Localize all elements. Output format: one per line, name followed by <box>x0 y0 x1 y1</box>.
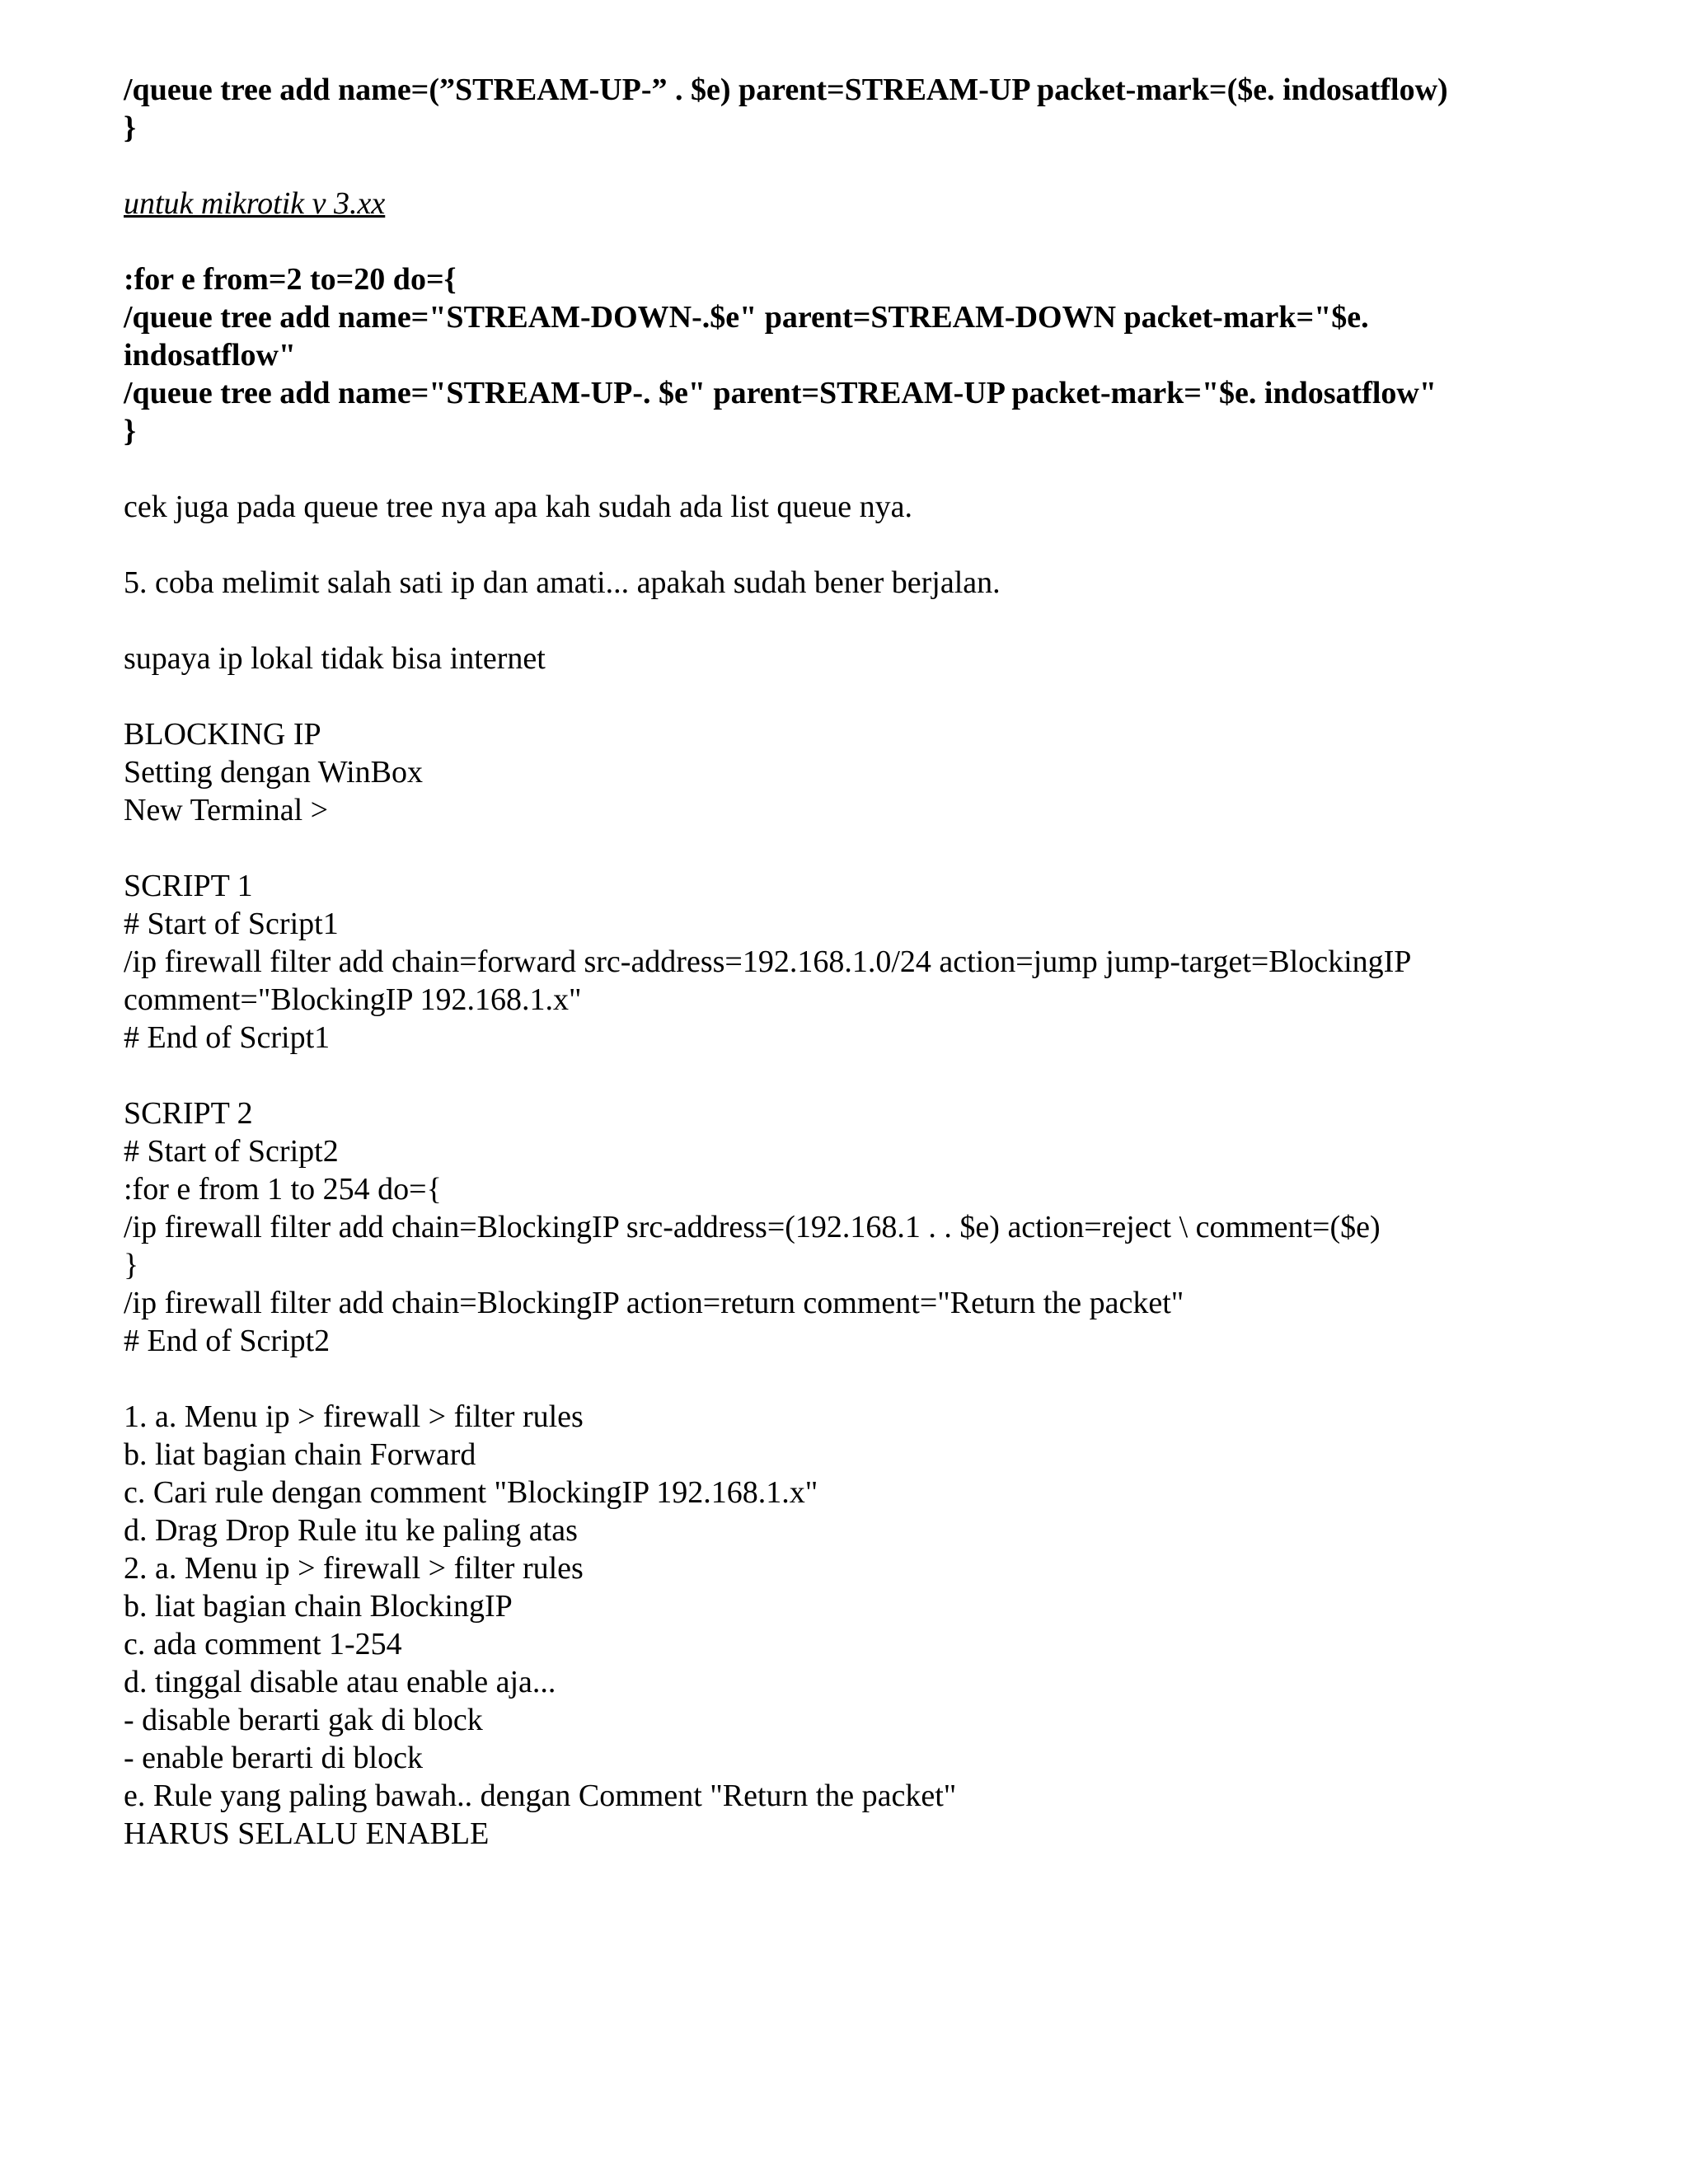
blocking-title: BLOCKING IP <box>124 717 321 752</box>
code-line: /queue tree add name=(”STREAM-UP-” . $e) parent=STREAM-UP packet-mark=($e. indosatflow) <box>124 73 1448 107</box>
list-item: e. Rule yang paling bawah.. dengan Comment "Return the packet" <box>124 1779 957 1813</box>
list-item: d. tinggal disable atau enable aja... <box>124 1665 556 1699</box>
blocking-ip-section <box>124 715 1574 829</box>
script2-title: SCRIPT 2 <box>124 1096 253 1131</box>
list-item: - disable berarti gak di block <box>124 1703 483 1737</box>
list-item: d. Drag Drop Rule itu ke paling atas <box>124 1513 578 1548</box>
code-line: # Start of Script2 <box>124 1134 339 1169</box>
code-line: } <box>124 1248 139 1282</box>
paragraph-step5: 5. coba melimit salah sati ip dan amati... apakah sudah bener berjalan. <box>124 565 1001 600</box>
list-item: c. Cari rule dengan comment "BlockingIP 192.168.1.x" <box>124 1475 818 1510</box>
paragraph-check: cek juga pada queue tree nya apa kah sudah ada list queue nya. <box>124 490 912 524</box>
code-line: /queue tree add name="STREAM-DOWN-.$e" parent=STREAM-DOWN packet-mark="$e. <box>124 300 1369 335</box>
list-item: 2. a. Menu ip > firewall > filter rules <box>124 1551 584 1586</box>
list-item: c. ada comment 1-254 <box>124 1627 402 1661</box>
text-line: Setting dengan WinBox <box>124 755 423 790</box>
list-item: b. liat bagian chain Forward <box>124 1437 476 1472</box>
section-heading-v3: untuk mikrotik v 3.xx <box>124 186 386 221</box>
steps-list <box>124 1398 1574 1853</box>
script2-section <box>124 1094 1574 1360</box>
code-line: # End of Script1 <box>124 1020 331 1055</box>
code-line: } <box>124 414 136 448</box>
code-line: # End of Script2 <box>124 1324 331 1358</box>
code-line: } <box>124 110 136 145</box>
list-item: b. liat bagian chain BlockingIP <box>124 1589 513 1624</box>
code-line: /ip firewall filter add chain=forward src-address=192.168.1.0/24 action=jump jump-target=BlockingIP <box>124 944 1412 979</box>
list-item: HARUS SELALU ENABLE <box>124 1816 490 1851</box>
list-item: - enable berarti di block <box>124 1741 423 1775</box>
code-line: :for e from 1 to 254 do={ <box>124 1172 442 1207</box>
code-line: /ip firewall filter add chain=BlockingIP action=return comment="Return the packet" <box>124 1286 1184 1320</box>
code-line: /queue tree add name="STREAM-UP-. $e" parent=STREAM-UP packet-mark="$e. indosatflow" <box>124 376 1437 410</box>
queue-script-v3 <box>124 260 1574 450</box>
code-line: indosatflow" <box>124 338 297 373</box>
queue-script-v2-tail <box>124 71 1574 147</box>
list-item: 1. a. Menu ip > firewall > filter rules <box>124 1399 584 1434</box>
text-line: New Terminal > <box>124 793 329 827</box>
document-page <box>124 71 1574 1853</box>
script1-title: SCRIPT 1 <box>124 869 253 903</box>
code-line: /ip firewall filter add chain=BlockingIP src-address=(192.168.1 . . $e) action=reject \ comment=($e) <box>124 1210 1381 1244</box>
paragraph-local: supaya ip lokal tidak bisa internet <box>124 641 546 676</box>
code-line: # Start of Script1 <box>124 907 339 941</box>
code-line: :for e from=2 to=20 do={ <box>124 262 457 297</box>
code-line: comment="BlockingIP 192.168.1.x" <box>124 982 582 1017</box>
script1-section <box>124 867 1574 1057</box>
